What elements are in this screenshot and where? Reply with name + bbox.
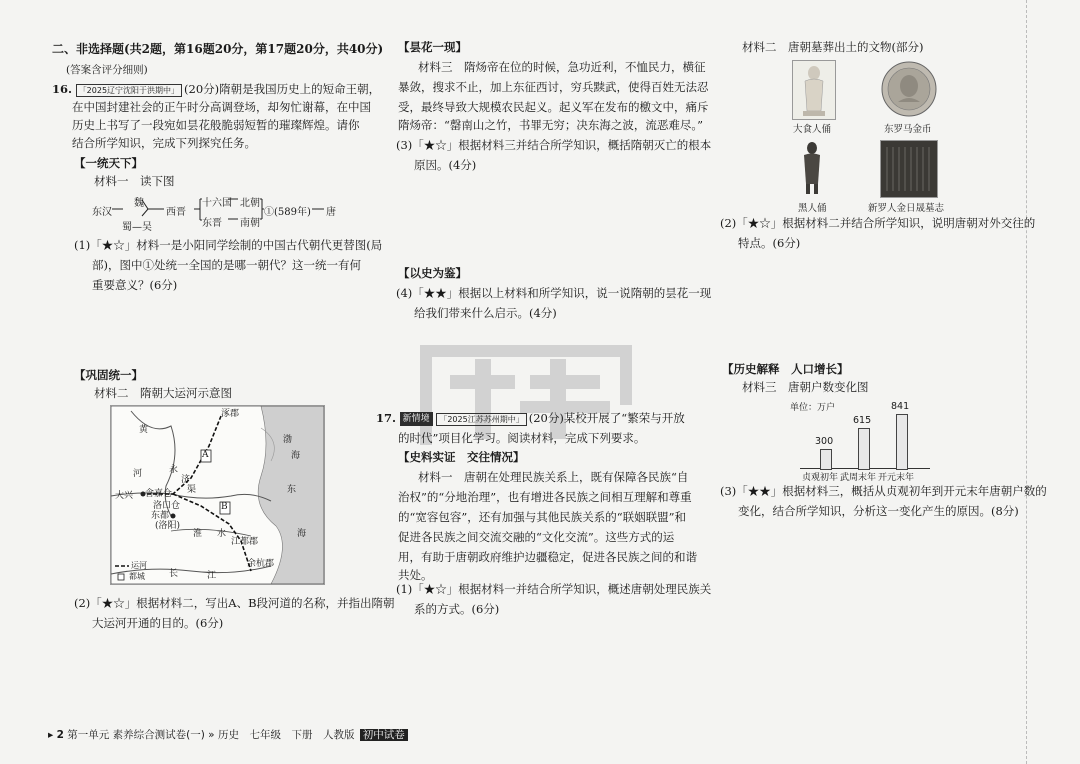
q17-stem-line2: 的时代”项目化学习。阅读材料，完成下列要求。 [398,431,646,445]
q17-1-text1: 根据材料一并结合所学知识，概述唐朝处理民族关 [458,582,712,596]
section-consolidate: 【巩固统一】 [74,368,143,382]
footer-test-name: 素养综合测试卷(一) [112,729,205,741]
map-luokou: 洛口仓 [153,501,181,511]
material3-line4: 隋炀帝：“罄南山之竹，书罪无穷；决东海之波，流恶难尽。” [398,118,704,132]
page-footer [48,727,408,742]
q3-text1: 根据材料三并结合所学知识，概括隋朝灭亡的根本 [458,138,712,152]
section-flash: 【昙花一现】 [398,40,467,54]
chart-bar [896,414,908,470]
q2-text1: 根据材料二，写出A、B段河道的名称，并指出隋朝 [136,596,395,610]
tl-wei: 魏 [134,198,144,209]
q17-3-line2: 变化，结合所学知识，分析这一变化产生的原因。(8分) [738,504,1019,518]
coin-icon [880,60,938,118]
chart-data-label: 841 [891,400,910,412]
map-hanjia: 含嘉仓 [145,489,173,499]
material3-line3: 受，最终导致大规模农民起义。起义军在发布的檄文中，痛斥 [398,100,709,114]
household-bar-chart [790,396,940,483]
material3-line1: 材料三 隋炀帝在位的时候，急功近利，不恤民力，横征 [418,60,706,74]
footer-subject: 历史 七年级 下册 人教版 [217,729,355,741]
q17-3-tag: (3)「★★」 [720,484,783,498]
section-unify: 【一统天下】 [74,156,143,170]
q17-3-text1: 根据材料三，概括从贞观初年到开元末年唐朝户数的 [782,484,1047,498]
figurine-icon [793,61,835,119]
q4-tag: (4)「★★」 [396,286,459,300]
q17-1-line1 [396,578,711,600]
q4-text1: 根据以上材料和所学知识，说一说隋朝的昙花一现 [458,286,712,300]
material1-label: 材料一 读下图 [94,174,175,188]
section-interpretation: 【历史解释 人口增长】 [722,362,849,376]
map-B: B [221,502,228,512]
map-ji: 济 [181,475,191,485]
q16-stem-text1: 隋朝是我国历史上的短命王朝， [219,82,381,96]
section-note: (答案含评分细则) [66,64,148,76]
map-huang: 黄 [139,425,149,435]
map-dong: 东 [287,485,297,495]
artifact-image-byzantine-coin [880,60,938,118]
material17-1-line2: 治权”的“分地治理”，也有增进各民族之间相互理解和尊重 [398,490,692,504]
q1-line3: 重要意义？(6分) [92,278,178,292]
map-zhuojun: 涿郡 [221,409,240,419]
tl-dongjin: 东晋 [202,218,222,229]
tl-shiliuguo: 十六国 [202,198,232,209]
q16-number: 16. [52,82,73,96]
chart-data-label: 300 [815,435,834,447]
q1-tag: (1)「★☆」 [74,238,137,252]
material17-1-line6: 共处。 [398,568,433,582]
map-yuhang: 余杭郡 [247,559,275,569]
map-A: A [202,450,209,460]
map-bo: 渤 [283,435,293,445]
caption-black-figurine: 黑人俑 [798,203,827,214]
map-hai2: 海 [297,529,307,539]
q17-stem-text1: 某校开展了“繁荣与开放 [563,411,685,425]
chart-data-label: 615 [853,415,872,427]
q1-text1: 材料一是小阳同学绘制的中国古代朝代更替图(局 [136,238,383,252]
map-jiang: 江 [207,571,217,581]
footer-page-number: 2 [56,729,64,741]
tl-tang: 唐 [326,207,336,218]
footer-unit: 第一单元 [67,729,110,741]
map-hai1: 海 [291,451,301,461]
q16-stem-line3: 历史上书写了一段宛如昙花般脆弱短暂的璀璨辉煌。请你 [72,118,360,132]
q17-stem-line1 [376,407,685,429]
section-evidence: 【史料实证 交往情况】 [398,450,525,464]
material2-tang-label: 材料二 唐朝墓葬出土的文物(部分) [742,40,924,54]
q17-score: (20分) [528,411,564,425]
material17-1-line5: 用，有助于唐朝政府维护边疆稳定，促进各民族之间的和谐 [398,550,697,564]
artifact-image-arab-figurine [792,60,836,120]
chart-category-label: 开元末年 [878,473,915,483]
map-daxing: 大兴 [115,491,134,501]
q17-2-text1: 根据材料二并结合所学知识，说明唐朝对外交往的 [782,216,1036,230]
map-huai: 淮 [193,529,203,539]
footer-arrows: » [208,729,215,741]
map-jiangdu: 江都郡 [231,537,259,547]
footer-triangle-icon: ▸ [48,729,54,741]
grand-canal-map [110,405,325,585]
q17-2-tag: (2)「★☆」 [720,216,783,230]
caption-byzantine-coin: 东罗马金币 [884,124,932,135]
material17-1-line1: 材料一 唐朝在处理民族关系上，既有保障各民族“自 [418,470,689,484]
q16-stem-line2: 在中国封建社会的正午时分高调登场，却匆忙谢幕，在中国 [72,100,371,114]
q1-line1 [74,234,382,256]
map-he: 河 [133,469,143,479]
tl-xijin: 西晋 [166,207,186,218]
chart-unit-label: 单位：万户 [790,403,836,413]
map-qu: 渠 [187,485,197,495]
q17-2-line1 [720,212,1035,234]
tl-beichao: 北朝 [240,198,260,209]
tl-shu-wu: 蜀—吴 [122,222,152,233]
q16-stem-line4: 结合所学知识，完成下列探究任务。 [72,136,256,150]
chart-bar [820,449,832,470]
tl-year: (589年) [274,207,311,218]
q17-source-tag: 「2025江苏苏州期中」 [436,413,526,426]
q2-tag: (2)「★☆」 [74,596,137,610]
q17-number: 17. [376,411,397,425]
map-legend-city: 都城 [129,572,145,581]
chart-category-label: 武周末年 [840,473,877,483]
map-chang: 长 [169,569,179,579]
q16-score: (20分) [184,82,220,96]
footer-badge: 初中试卷 [360,729,408,741]
q3-line1 [396,134,711,156]
material17-1-line3: 的“宽容包容”，还有加强与其他民族关系的“联姻联盟”和 [398,510,687,524]
map-yong: 永 [169,465,179,475]
material2-label: 材料二 隋朝大运河示意图 [94,386,232,400]
tl-donghan: 东汉 [92,207,112,218]
tl-circle1-text: ① [264,207,274,218]
artifact-image-black-figurine [796,140,828,198]
section-title: 二、非选择题(共2题，第16题20分，第17题20分，共40分) [52,42,384,56]
q4-line2: 给我们带来什么启示。(4分) [414,306,557,320]
material3-tang-label: 材料三 唐朝户数变化图 [742,380,869,394]
tl-nanchao: 南朝 [240,218,260,229]
chart-plot-area [790,396,940,483]
section-mirror: 【以史为鉴】 [398,266,467,280]
q1-line2: 部)，图中①处统一全国的是哪一朝代？这一统一有何 [92,258,361,272]
map-legend-canal: 运河 [131,561,147,570]
chart-category-label: 贞观初年 [802,473,839,483]
timeline-arrows [90,190,340,232]
caption-silla-epitaph: 新罗人金日晟墓志 [868,203,945,214]
q4-line1 [396,282,711,304]
artifact-image-silla-epitaph [880,140,938,198]
map-dongdu: 东都 [151,511,170,521]
map-shui: 水 [217,529,227,539]
q3-line2: 原因。(4分) [414,158,477,172]
epitaph-icon [881,141,937,197]
map-luoyang: (洛阳) [155,521,181,531]
material3-line2: 暴敛，搜求不止，加上东征西讨，穷兵黩武，使得百姓无法忍 [398,80,709,94]
q3-tag: (3)「★☆」 [396,138,459,152]
q17-2-line2: 特点。(6分) [738,236,801,250]
q17-1-tag: (1)「★☆」 [396,582,459,596]
chart-bar [858,428,870,470]
page-edge-rule [1026,0,1028,764]
q17-1-line2: 系的方式。(6分) [414,602,500,616]
q2-line1 [74,592,395,614]
q16-source-tag: 「2025辽宁沈阳于洪期中」 [76,84,182,97]
q2-line2: 大运河开通的目的。(6分) [92,616,224,630]
material17-1-line4: 促进各民族之间交流交融的“文化交流”。这些方式的运 [398,530,675,544]
black-figurine-icon [796,140,828,198]
caption-arab-figurine: 大食人俑 [793,124,832,135]
q17-3-line1 [720,480,1047,502]
new-context-badge: 新情境 [400,412,433,426]
